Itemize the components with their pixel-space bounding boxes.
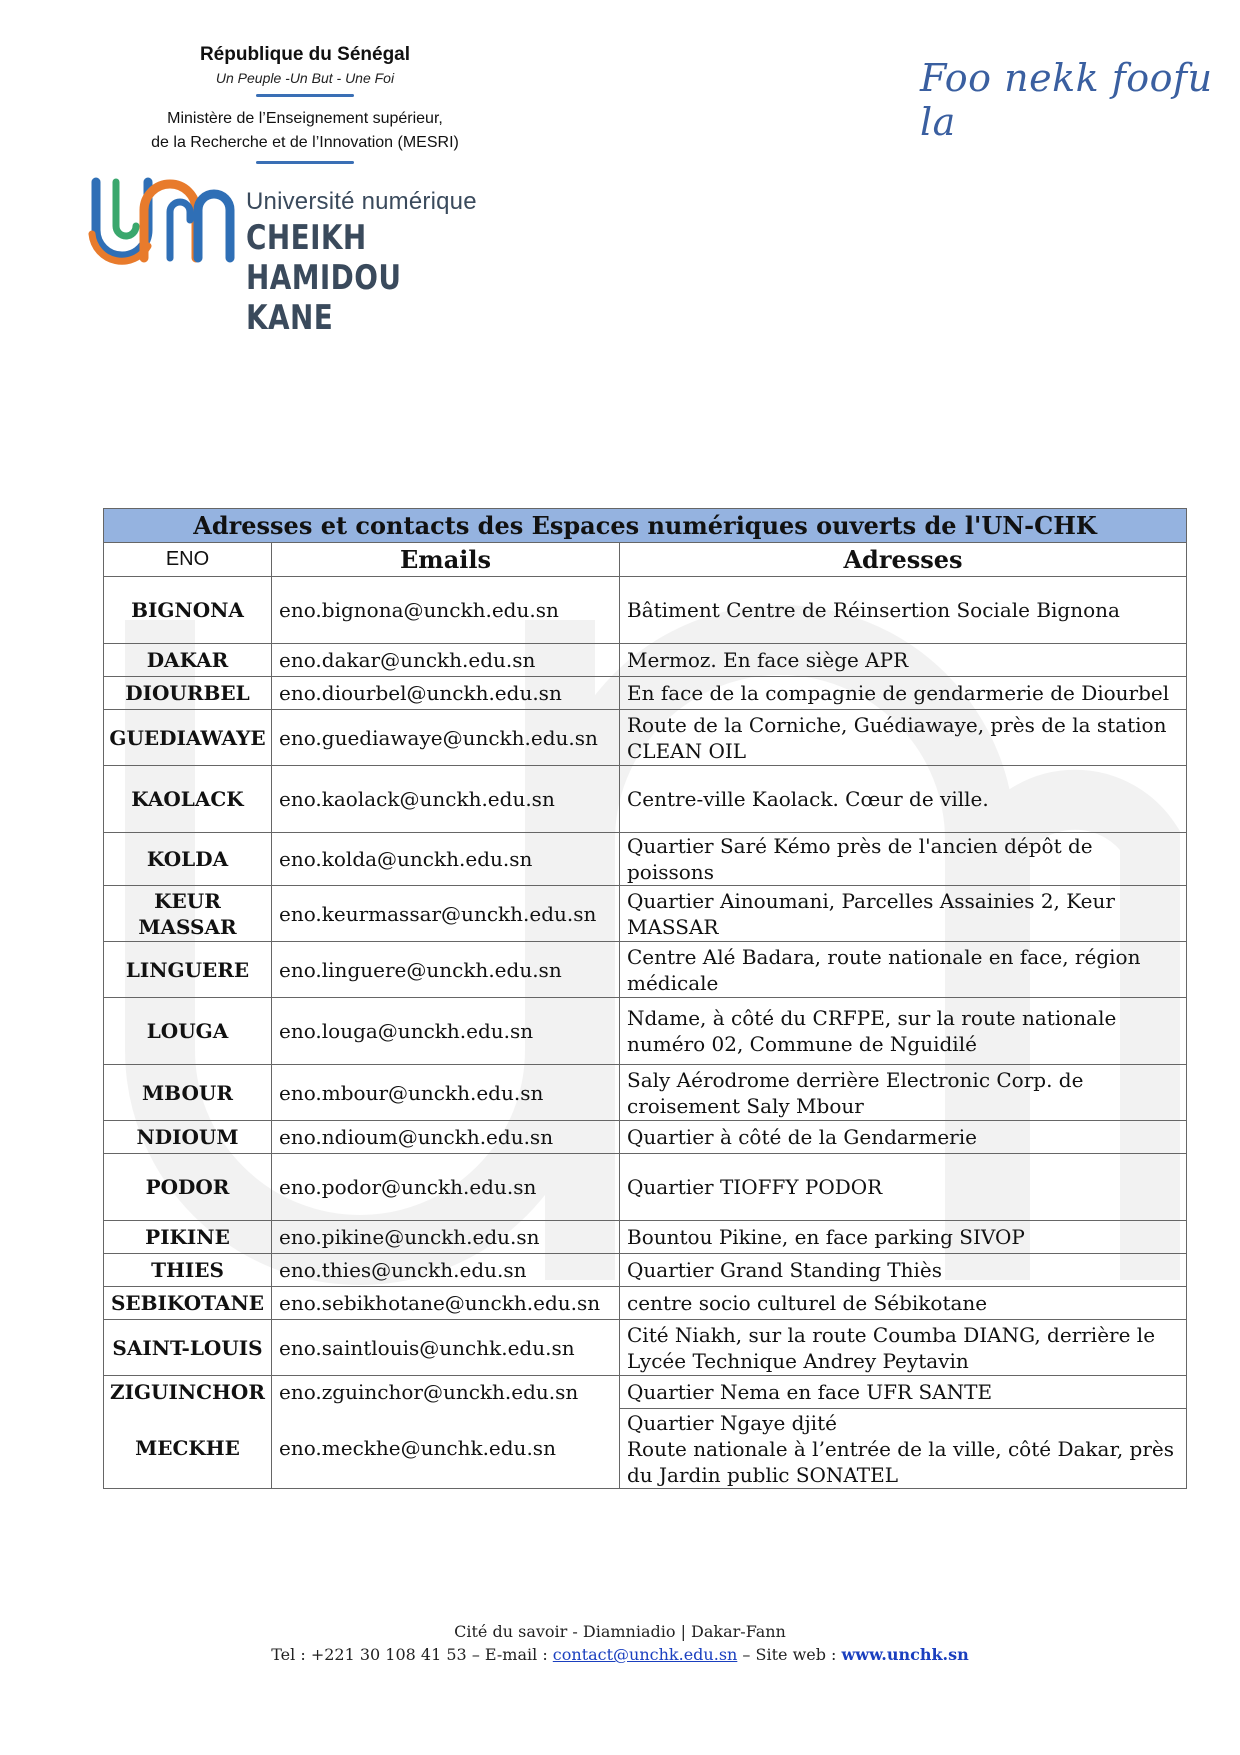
letterhead xyxy=(90,44,540,164)
table-row xyxy=(104,677,1187,710)
eno-email[interactable]: eno.guediawaye@unckh.edu.sn xyxy=(272,710,620,766)
eno-address: Quartier TIOFFY PODOR xyxy=(620,1154,1187,1221)
eno-name: KAOLACK xyxy=(104,766,272,833)
eno-email[interactable]: eno.saintlouis@unchk.edu.sn xyxy=(272,1320,620,1376)
table-row xyxy=(104,833,1187,886)
eno-name: DAKAR xyxy=(104,644,272,677)
eno-email[interactable]: eno.zguinchor@unckh.edu.sn xyxy=(272,1376,620,1409)
university-logo xyxy=(86,172,506,338)
eno-name: BIGNONA xyxy=(104,577,272,644)
country-name: République du Sénégal xyxy=(199,44,411,65)
eno-name: LINGUERE xyxy=(104,942,272,998)
national-motto: Un Peuple -Un But - Une Foi xyxy=(215,70,395,86)
eno-email[interactable]: eno.keurmassar@unckh.edu.sn xyxy=(272,886,620,942)
eno-name: THIES xyxy=(104,1254,272,1287)
page-footer xyxy=(0,1620,1240,1666)
table-row xyxy=(104,1409,1187,1489)
table-row xyxy=(104,644,1187,677)
eno-email[interactable]: eno.diourbel@unckh.edu.sn xyxy=(272,677,620,710)
table-row xyxy=(104,1065,1187,1121)
eno-address: Quartier Nema en face UFR SANTE xyxy=(620,1376,1187,1409)
university-name-line-2: CHEIKH HAMIDOU KANE xyxy=(246,218,402,338)
eno-name: DIOURBEL xyxy=(104,677,272,710)
table-row xyxy=(104,1121,1187,1154)
ministry-name xyxy=(70,107,540,155)
eno-name: LOUGA xyxy=(104,998,272,1065)
eno-email[interactable]: eno.kaolack@unckh.edu.sn xyxy=(272,766,620,833)
table-row xyxy=(104,1221,1187,1254)
university-name-line-1: Université numérique xyxy=(246,188,477,215)
table-title: Adresses et contacts des Espaces numériques ouverts de l'UN-CHK xyxy=(104,509,1187,543)
eno-email[interactable]: eno.pikine@unckh.edu.sn xyxy=(272,1221,620,1254)
eno-email[interactable]: eno.ndioum@unckh.edu.sn xyxy=(272,1121,620,1154)
table-row xyxy=(104,1320,1187,1376)
eno-address: Quartier à côté de la Gendarmerie xyxy=(620,1121,1187,1154)
eno-address xyxy=(620,1409,1187,1489)
footer-email-link[interactable]: contact@unchk.edu.sn xyxy=(552,1645,738,1664)
eno-email[interactable]: eno.mbour@unckh.edu.sn xyxy=(272,1065,620,1121)
un-logo-icon xyxy=(86,172,236,268)
eno-email[interactable]: eno.linguere@unckh.edu.sn xyxy=(272,942,620,998)
footer-address: Cité du savoir - Diamniadio | Dakar-Fann xyxy=(454,1622,786,1641)
eno-name: SEBIKOTANE xyxy=(104,1287,272,1320)
eno-address: Ndame, à côté du CRFPE, sur la route nationale numéro 02, Commune de Nguidilé xyxy=(620,998,1187,1065)
eno-name: SAINT-LOUIS xyxy=(104,1320,272,1376)
table-row xyxy=(104,1154,1187,1221)
eno-name: KOLDA xyxy=(104,833,272,886)
eno-address: Saly Aérodrome derrière Electronic Corp. de croisement Saly Mbour xyxy=(620,1065,1187,1121)
eno-address: Quartier Grand Standing Thiès xyxy=(620,1254,1187,1287)
eno-address: Quartier Ainoumani, Parcelles Assainies 2, Keur MASSAR xyxy=(620,886,1187,942)
table-row xyxy=(104,1376,1187,1409)
table-row xyxy=(104,577,1187,644)
footer-contact xyxy=(0,1643,1240,1666)
eno-name: ZIGUINCHOR xyxy=(104,1376,272,1409)
eno-table-container xyxy=(103,508,1187,1489)
table-row xyxy=(104,1254,1187,1287)
eno-email[interactable]: eno.thies@unckh.edu.sn xyxy=(272,1254,620,1287)
eno-address: Cité Niakh, sur la route Coumba DIANG, derrière le Lycée Technique Andrey Peytavin xyxy=(620,1320,1187,1376)
eno-name: MBOUR xyxy=(104,1065,272,1121)
eno-address: Bountou Pikine, en face parking SIVOP xyxy=(620,1221,1187,1254)
eno-name: NDIOUM xyxy=(104,1121,272,1154)
eno-name: PIKINE xyxy=(104,1221,272,1254)
eno-address: Centre Alé Badara, route nationale en face, région médicale xyxy=(620,942,1187,998)
eno-address: Bâtiment Centre de Réinsertion Sociale Bignona xyxy=(620,577,1187,644)
table-row xyxy=(104,942,1187,998)
column-header-addresses: Adresses xyxy=(620,543,1187,577)
table-row xyxy=(104,710,1187,766)
table-row xyxy=(104,1287,1187,1320)
eno-address: Route de la Corniche, Guédiawaye, près de la station CLEAN OIL xyxy=(620,710,1187,766)
eno-email[interactable]: eno.sebikhotane@unckh.edu.sn xyxy=(272,1287,620,1320)
eno-name: MECKHE xyxy=(104,1409,272,1489)
divider xyxy=(256,94,354,97)
footer-tel: Tel : +221 30 108 41 53 – E-mail : xyxy=(271,1645,553,1664)
eno-email[interactable]: eno.kolda@unckh.edu.sn xyxy=(272,833,620,886)
eno-address: En face de la compagnie de gendarmerie de Diourbel xyxy=(620,677,1187,710)
eno-email[interactable]: eno.bignona@unckh.edu.sn xyxy=(272,577,620,644)
column-header-emails: Emails xyxy=(272,543,620,577)
eno-address-line-1: Quartier Ngaye djité xyxy=(627,1410,837,1435)
slogan: Foo nekk foofu la xyxy=(920,56,1213,144)
divider xyxy=(256,161,354,164)
column-header-eno: ENO xyxy=(104,543,272,577)
table-row xyxy=(104,998,1187,1065)
eno-email[interactable]: eno.dakar@unckh.edu.sn xyxy=(272,644,620,677)
ministry-line-1: Ministère de l’Enseignement supérieur, xyxy=(167,110,443,127)
eno-email[interactable]: eno.meckhe@unchk.edu.sn xyxy=(272,1409,620,1489)
eno-address: Centre-ville Kaolack. Cœur de ville. xyxy=(620,766,1187,833)
eno-name: PODOR xyxy=(104,1154,272,1221)
table-row xyxy=(104,886,1187,942)
eno-email[interactable]: eno.podor@unckh.edu.sn xyxy=(272,1154,620,1221)
eno-email[interactable]: eno.louga@unckh.edu.sn xyxy=(272,998,620,1065)
eno-name: GUEDIAWAYE xyxy=(104,710,272,766)
footer-website-link[interactable]: www.unchk.sn xyxy=(841,1645,969,1664)
table-row xyxy=(104,766,1187,833)
ministry-line-2: de la Recherche et de l’Innovation (MESRI) xyxy=(151,134,459,151)
eno-table xyxy=(103,508,1187,1489)
footer-web-label: – Site web : xyxy=(737,1645,842,1664)
eno-address: Quartier Saré Kémo près de l'ancien dépôt de poissons xyxy=(620,833,1187,886)
eno-address: Mermoz. En face siège APR xyxy=(620,644,1187,677)
eno-name: KEUR MASSAR xyxy=(104,886,272,942)
eno-address-line-2: Route nationale à l’entrée de la ville, côté Dakar, près du Jardin public SONATEL xyxy=(627,1436,1174,1487)
university-name xyxy=(246,188,506,338)
eno-address: centre socio culturel de Sébikotane xyxy=(620,1287,1187,1320)
